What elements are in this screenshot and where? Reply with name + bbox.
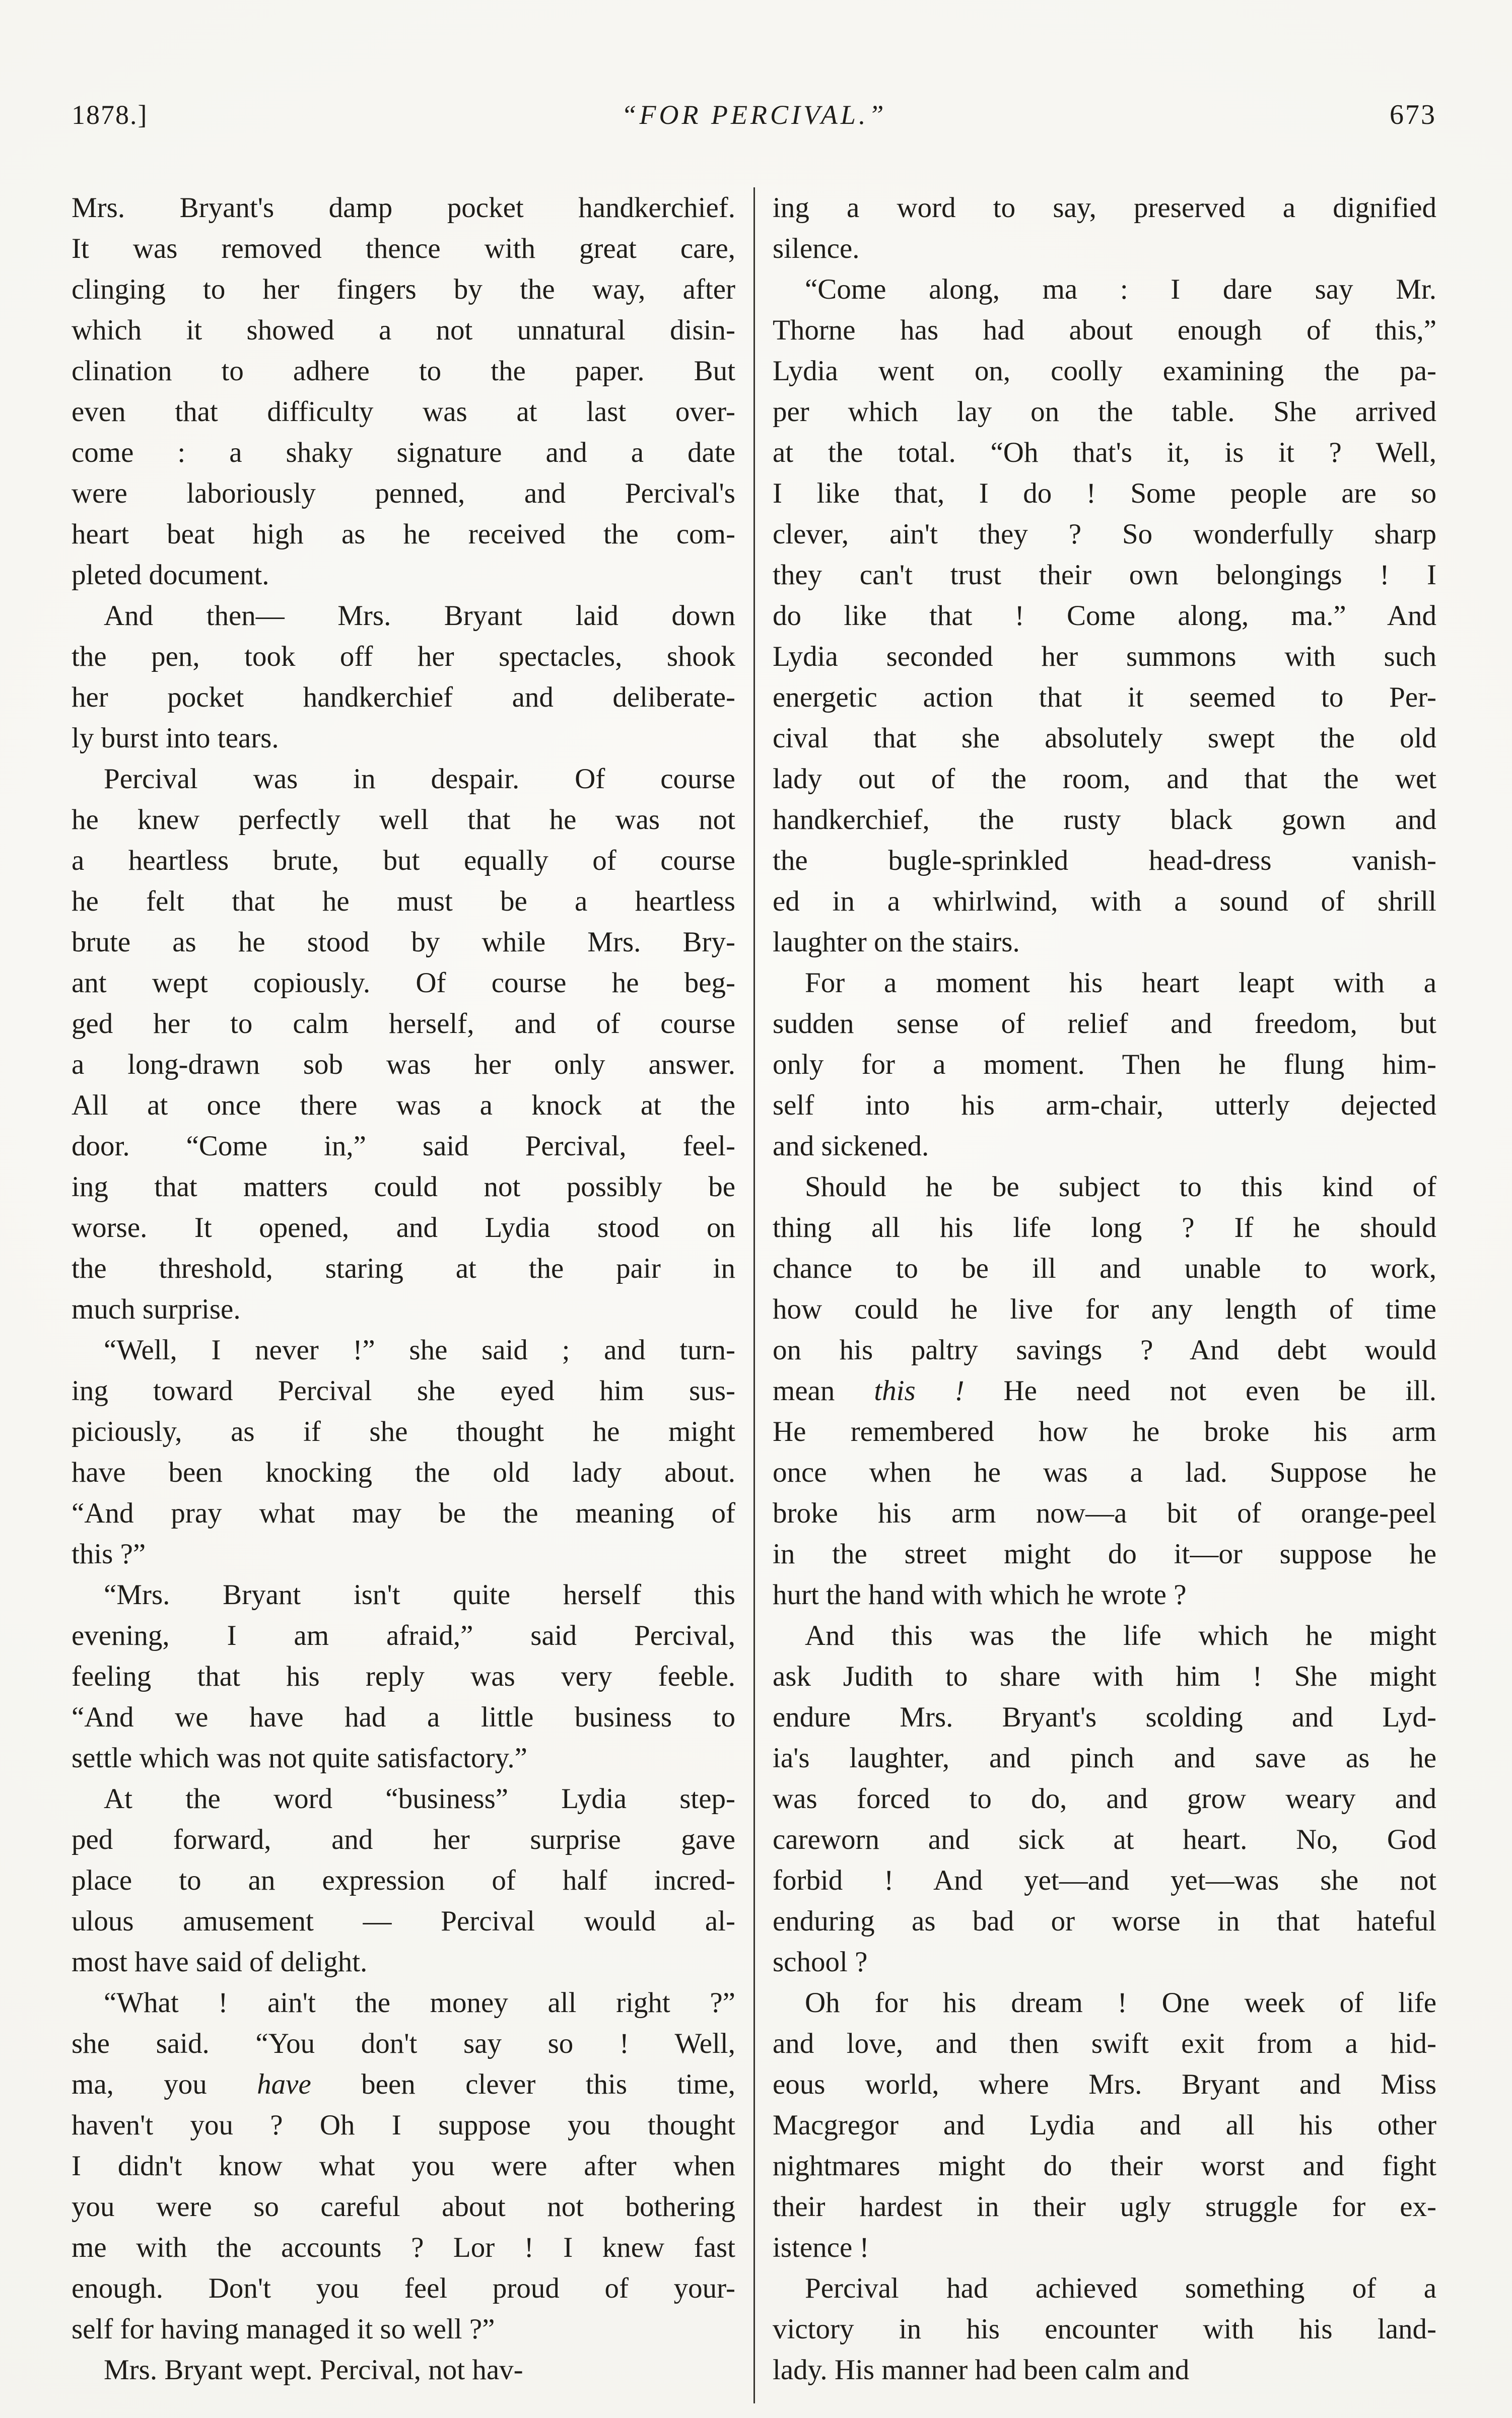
paragraph xyxy=(773,2268,1436,2390)
text-line: ing a word to say, preserved a dignified xyxy=(773,192,1436,224)
text-line: even that difficulty was at last over- xyxy=(72,396,735,428)
text-line: broke his arm now—a bit of orange-peel xyxy=(773,1497,1436,1529)
paragraph xyxy=(72,2350,735,2390)
text-line: school ? xyxy=(773,1946,868,1978)
text-line: I like that, I do ! Some people are so xyxy=(773,477,1436,509)
text-line: Macgregor and Lydia and all his other xyxy=(773,2109,1436,2141)
text-line: “And pray what may be the meaning of xyxy=(72,1497,735,1529)
text-line: heart beat high as he received the com- xyxy=(72,518,735,550)
paragraph xyxy=(773,1982,1436,2268)
text-line: they can't trust their own belongings ! I xyxy=(773,559,1436,591)
paragraph xyxy=(72,595,735,758)
text-line: pleted document. xyxy=(72,559,269,591)
right-column xyxy=(773,187,1436,2403)
paragraph xyxy=(72,1982,735,2350)
text-line: me with the accounts ? Lor ! I knew fast xyxy=(72,2232,735,2263)
text-line: careworn and sick at heart. No, God xyxy=(773,1824,1436,1855)
text-line: Oh for his dream ! One week of life xyxy=(805,1987,1436,2019)
text-line: settle which was not quite satisfactory.” xyxy=(72,1742,527,1774)
text-line: Thorne has had about enough of this,” xyxy=(773,314,1436,346)
text-line: nightmares might do their worst and fight xyxy=(773,2150,1436,2182)
column-gutter xyxy=(735,187,773,2403)
text-line: Lydia went on, coolly examining the pa- xyxy=(773,355,1436,387)
text-line: And this was the life which he might xyxy=(805,1620,1436,1651)
text-line: a heartless brute, but equally of course xyxy=(72,845,735,876)
text-line: ask Judith to share with him ! She might xyxy=(773,1661,1436,1692)
text-line: most have said of delight. xyxy=(72,1946,368,1978)
text-line: per which lay on the table. She arrived xyxy=(773,396,1436,428)
text-line: chance to be ill and unable to work, xyxy=(773,1253,1436,1284)
paragraph xyxy=(72,187,735,595)
text-line: istence ! xyxy=(773,2232,869,2263)
running-header xyxy=(72,99,1436,131)
text-line: and sickened. xyxy=(773,1130,929,1162)
text-line: thing all his life long ? If he should xyxy=(773,1212,1436,1243)
text-line: ant wept copiously. Of course he beg- xyxy=(72,967,735,999)
text-line: ulous amusement — Percival would al- xyxy=(72,1905,735,1937)
column-rule xyxy=(753,187,755,2403)
text-line: Lydia seconded her summons with such xyxy=(773,641,1436,672)
text-line: this ?” xyxy=(72,1538,146,1570)
page-year: 1878.] xyxy=(72,100,148,130)
text-line: mean this ! He need not even be ill. xyxy=(773,1375,1437,1407)
text-line: were laboriously penned, and Percival's xyxy=(72,477,735,509)
text-line: clinging to her fingers by the way, after xyxy=(72,273,735,305)
text-line: hurt the hand with which he wrote ? xyxy=(773,1579,1187,1611)
text-line: “Well, I never !” she said ; and turn- xyxy=(104,1334,735,1366)
text-line: clination to adhere to the paper. But xyxy=(72,355,735,387)
page-title: “FOR PERCIVAL.” xyxy=(621,100,887,130)
text-line: lady. His manner had been calm and xyxy=(773,2354,1190,2386)
text-line: At the word “business” Lydia step- xyxy=(104,1783,735,1815)
paragraph xyxy=(72,1778,735,1982)
text-line: eous world, where Mrs. Bryant and Miss xyxy=(773,2068,1436,2100)
paragraph xyxy=(773,187,1436,269)
text-line: her pocket handkerchief and deliberate- xyxy=(72,681,735,713)
text-line: and love, and then swift exit from a hid- xyxy=(773,2028,1436,2059)
text-line: energetic action that it seemed to Per- xyxy=(773,681,1436,713)
text-line: feeling that his reply was very feeble. xyxy=(72,1661,735,1692)
text-line: Should he be subject to this kind of xyxy=(805,1171,1436,1203)
text-line: Mrs. Bryant's damp pocket handkerchief. xyxy=(72,192,735,224)
text-line: ing that matters could not possibly be xyxy=(72,1171,735,1203)
paragraph xyxy=(72,758,735,1330)
text-line: “What ! ain't the money all right ?” xyxy=(104,1987,735,2019)
text-line: lady out of the room, and that the wet xyxy=(773,763,1436,795)
text-line: ped forward, and her surprise gave xyxy=(72,1824,735,1855)
text-line: laughter on the stairs. xyxy=(773,926,1020,958)
text-line: ia's laughter, and pinch and save as he xyxy=(773,1742,1436,1774)
text-line: All at once there was a knock at the xyxy=(72,1089,735,1121)
text-line: in the street might do it—or suppose he xyxy=(773,1538,1436,1570)
paragraph xyxy=(773,962,1436,1166)
text-line: Percival was in despair. Of course xyxy=(104,763,735,795)
text-line: he knew perfectly well that he was not xyxy=(72,804,735,836)
text-line: do like that ! Come along, ma.” And xyxy=(773,600,1436,632)
text-line: silence. xyxy=(773,233,860,264)
text-line: much surprise. xyxy=(72,1293,241,1325)
page-number: 673 xyxy=(1390,99,1436,130)
text-line: worse. It opened, and Lydia stood on xyxy=(72,1212,735,1243)
text-line: And then— Mrs. Bryant laid down xyxy=(104,600,735,632)
text-line: victory in his encounter with his land- xyxy=(773,2313,1436,2345)
text-line: evening, I am afraid,” said Percival, xyxy=(72,1620,735,1651)
text-line: Percival had achieved something of a xyxy=(805,2272,1436,2304)
text-line: on his paltry savings ? And debt would xyxy=(773,1334,1436,1366)
left-column xyxy=(72,187,735,2403)
text-line: their hardest in their ugly struggle for ex- xyxy=(773,2191,1436,2223)
text-line: door. “Come in,” said Percival, feel- xyxy=(72,1130,735,1162)
text-line: the bugle-sprinkled head-dress vanish- xyxy=(773,845,1436,876)
text-line: cival that she absolutely swept the old xyxy=(773,722,1436,754)
text-line: endure Mrs. Bryant's scolding and Lyd- xyxy=(773,1701,1436,1733)
text-line: he felt that he must be a heartless xyxy=(72,885,735,917)
text-line: sudden sense of relief and freedom, but xyxy=(773,1008,1436,1040)
text-line: clever, ain't they ? So wonderfully sharp xyxy=(773,518,1436,550)
text-line: handkerchief, the rusty black gown and xyxy=(773,804,1436,836)
text-line: “Come along, ma : I dare say Mr. xyxy=(805,273,1436,305)
text-line: a long-drawn sob was her only answer. xyxy=(72,1049,735,1080)
text-line: which it showed a not unnatural disin- xyxy=(72,314,735,346)
text-line: He remembered how he broke his arm xyxy=(773,1416,1436,1447)
paragraph xyxy=(773,269,1436,962)
text-line: was forced to do, and grow weary and xyxy=(773,1783,1436,1815)
text-line: ing toward Percival she eyed him sus- xyxy=(72,1375,735,1407)
text-line: place to an expression of half incred- xyxy=(72,1864,735,1896)
text-line: once when he was a lad. Suppose he xyxy=(773,1457,1436,1488)
text-line: enough. Don't you feel proud of your- xyxy=(72,2272,735,2304)
text-line: only for a moment. Then he flung him- xyxy=(773,1049,1436,1080)
text-line: enduring as bad or worse in that hateful xyxy=(773,1905,1436,1937)
text-line: For a moment his heart leapt with a xyxy=(805,967,1436,999)
text-line: ged her to calm herself, and of course xyxy=(72,1008,735,1040)
text-line: the threshold, staring at the pair in xyxy=(72,1253,735,1284)
paragraph xyxy=(773,1615,1436,1982)
text-line: “And we have had a little business to xyxy=(72,1701,735,1733)
text-line: ed in a whirlwind, with a sound of shrill xyxy=(773,885,1436,917)
text-line: haven't you ? Oh I suppose you thought xyxy=(72,2109,735,2141)
text-line: It was removed thence with great care, xyxy=(72,233,735,264)
text-line: brute as he stood by while Mrs. Bry- xyxy=(72,926,735,958)
text-line: forbid ! And yet—and yet—was she not xyxy=(773,1864,1436,1896)
text-line: “Mrs. Bryant isn't quite herself this xyxy=(104,1579,735,1611)
text-line: she said. “You don't say so ! Well, xyxy=(72,2028,735,2059)
paragraph xyxy=(72,1330,735,1574)
text-line: you were so careful about not bothering xyxy=(72,2191,735,2223)
text-line: the pen, took off her spectacles, shook xyxy=(72,641,735,672)
text-line: Mrs. Bryant wept. Percival, not hav- xyxy=(104,2354,523,2386)
text-line: come : a shaky signature and a date xyxy=(72,437,735,468)
text-line: self for having managed it so well ?” xyxy=(72,2313,495,2345)
paragraph xyxy=(72,1574,735,1778)
text-line: self into his arm-chair, utterly dejected xyxy=(773,1089,1436,1121)
text-line: at the total. “Oh that's it, is it ? Well, xyxy=(773,437,1436,468)
text-line: how could he live for any length of time xyxy=(773,1293,1436,1325)
text-line: have been knocking the old lady about. xyxy=(72,1457,735,1488)
text-area xyxy=(72,187,1436,2403)
text-line: ma, you have been clever this time, xyxy=(72,2068,736,2100)
text-line: ly burst into tears. xyxy=(72,722,279,754)
text-line: I didn't know what you were after when xyxy=(72,2150,735,2182)
paragraph xyxy=(773,1166,1436,1615)
text-line: piciously, as if she thought he might xyxy=(72,1416,735,1447)
